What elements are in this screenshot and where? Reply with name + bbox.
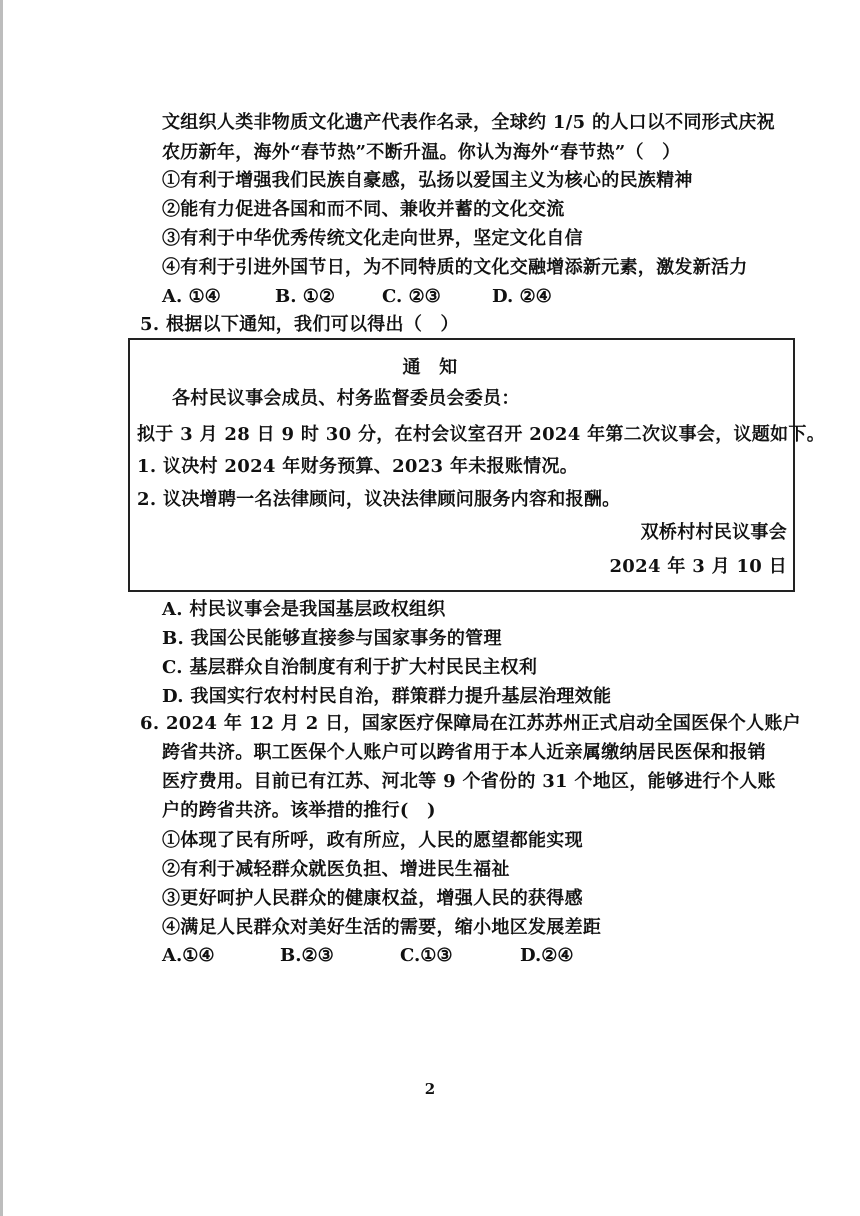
q4-statement-4: ④有利于引进外国节日，为不同特质的文化交融增添新元素，激发新活力	[162, 257, 748, 278]
q4-statement-1: ①有利于增强我们民族自豪感，弘扬以爱国主义为核心的民族精神	[162, 170, 693, 191]
notice-item-2: 2. 议决增聘一名法律顾问，议决法律顾问服务内容和报酬。	[137, 489, 621, 510]
q5-option-b[interactable]: B. 我国公民能够直接参与国家事务的管理	[162, 628, 502, 649]
notice-date: 2024 年 3 月 10 日	[609, 556, 787, 577]
q6-statement-4: ④满足人民群众对美好生活的需要，缩小地区发展差距	[162, 917, 602, 938]
q4-option-d[interactable]: D. ②④	[492, 286, 552, 307]
q4-options	[162, 286, 552, 308]
q6-option-c[interactable]: C.①③	[400, 945, 453, 966]
q6-stem-line-3: 医疗费用。目前已有江苏、河北等 9 个省份的 31 个地区，能够进行个人账	[162, 771, 776, 792]
notice-title: 通 知	[402, 357, 458, 378]
q5-stem: 5. 根据以下通知，我们可以得出（ ）	[140, 314, 459, 335]
q4-option-a[interactable]: A. ①④	[162, 286, 221, 307]
q5-option-a[interactable]: A. 村民议事会是我国基层政权组织	[162, 599, 446, 620]
page-number: 2	[424, 1080, 436, 1098]
notice-signature: 双桥村村民议事会	[640, 522, 787, 543]
q6-option-d[interactable]: D.②④	[520, 945, 574, 966]
notice-body: 拟于 3 月 28 日 9 时 30 分，在村会议室召开 2024 年第二次议事会，议题如下。	[137, 424, 826, 445]
q6-statement-2: ②有利于减轻群众就医负担、增进民生福祉	[162, 859, 510, 880]
q6-stem-line-1: 6. 2024 年 12 月 2 日，国家医疗保障局在江苏苏州正式启动全国医保个人账户	[140, 713, 801, 734]
q4-statement-2: ②能有力促进各国和而不同、兼收并蓄的文化交流	[162, 199, 565, 220]
q6-stem-line-4: 户的跨省共济。该举措的推行( )	[162, 800, 436, 821]
notice-item-1: 1. 议决村 2024 年财务预算、2023 年未报账情况。	[137, 456, 579, 477]
q6-option-b[interactable]: B.②③	[280, 945, 334, 966]
q6-options	[162, 945, 574, 967]
q4-line-1: 文组织人类非物质文化遗产代表作名录，全球约 1/5 的人口以不同形式庆祝	[162, 112, 775, 133]
scan-edge	[0, 0, 3, 1216]
q4-option-c[interactable]: C. ②③	[382, 286, 441, 307]
q5-option-c[interactable]: C. 基层群众自治制度有利于扩大村民民主权利	[162, 657, 538, 678]
q6-statement-1: ①体现了民有所呼，政有所应，人民的愿望都能实现	[162, 830, 583, 851]
notice-salutation: 各村民议事会成员、村务监督委员会委员：	[172, 388, 520, 409]
q4-statement-3: ③有利于中华优秀传统文化走向世界，坚定文化自信	[162, 228, 583, 249]
q4-line-2: 农历新年，海外“春节热”不断升温。你认为海外“春节热”（ ）	[162, 142, 681, 163]
q6-stem-line-2: 跨省共济。职工医保个人账户可以跨省用于本人近亲属缴纳居民医保和报销	[162, 742, 766, 763]
q6-option-a[interactable]: A.①④	[162, 945, 215, 966]
q5-option-d[interactable]: D. 我国实行农村村民自治，群策群力提升基层治理效能	[162, 686, 612, 707]
q4-option-b[interactable]: B. ①②	[275, 286, 336, 307]
q6-statement-3: ③更好呵护人民群众的健康权益，增强人民的获得感	[162, 888, 583, 909]
